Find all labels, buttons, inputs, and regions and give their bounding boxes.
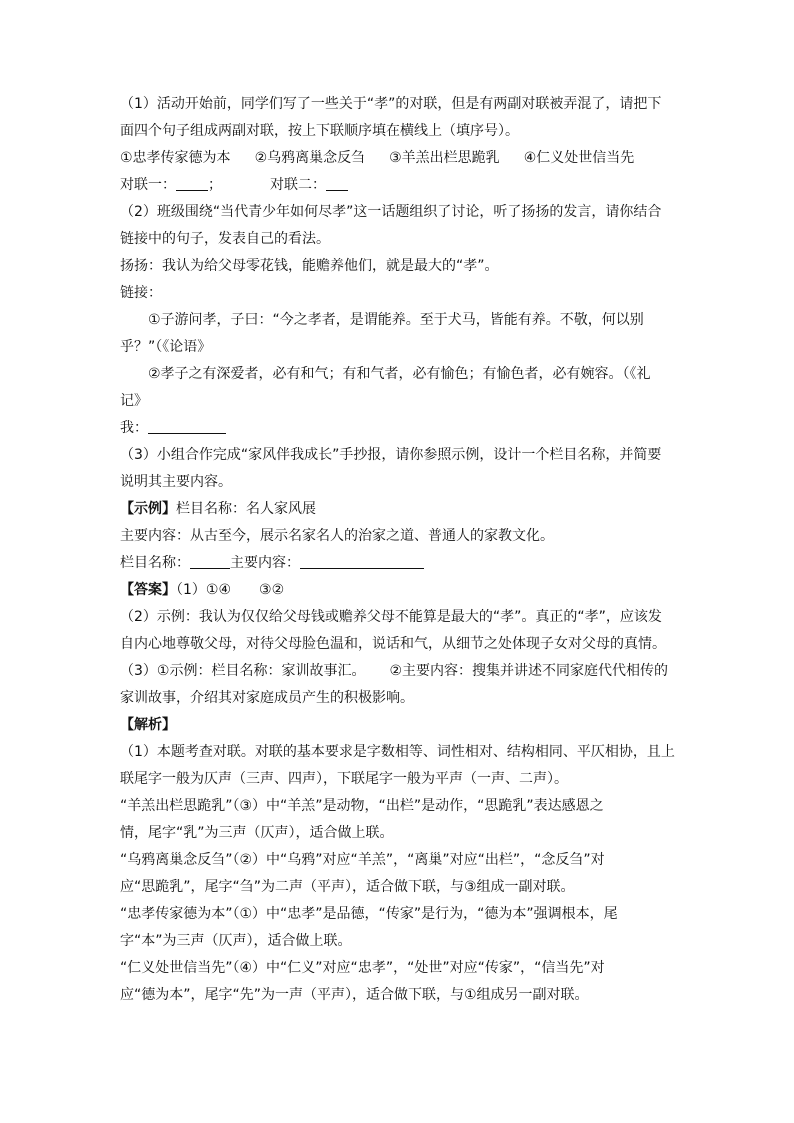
link-2-line-1: ②孝子之有深爱者，必有和气；有和气者，必有愉色；有愉色者，必有婉容。（《礼 [148,366,651,382]
couplet-1-label: 对联一： [120,177,176,193]
q2-line-1: （2）班级围绕“当代青少年如何尽孝”这一话题组织了讨论，听了扬扬的发言，请你结合 [120,204,662,220]
column-name-blank[interactable] [190,552,230,569]
analysis-line: 字“本”为三声（仄声），适合做上联。 [120,933,352,949]
analysis-line: 情，尾字“乳”为三声（仄声），适合做上联。 [120,825,394,841]
me-label: 我： [120,420,148,436]
answer-tag: 【答案】 [120,582,176,598]
answer-3-line-2: 家训故事，介绍其对家庭成员产生的积极影响。 [120,690,414,706]
q1-line-2: 面四个句子组成两副对联，按上下联顺序填在横线上（填序号）。 [120,123,519,139]
document-content [120,91,680,1009]
couplet-1-blank[interactable] [176,174,208,191]
couplet-1-sep: ； [208,177,222,193]
answer-3-part-b: ②主要内容：搜集并讲述不同家庭代代相传的 [389,663,669,679]
analysis-tag: 【解析】 [120,717,176,733]
q1-couplets [120,172,680,199]
yangyang-statement: 扬扬：我认为给父母零花钱，能赡养他们，就是最大的“孝”。 [120,258,499,274]
couplet-2-blank[interactable] [326,174,348,191]
answer-2-line-2: 自内心地尊敬父母，对待父母脸色温和，说话和气，从细节之处体现子女对父母的真情。 [120,636,666,652]
q1-options [120,145,680,172]
analysis-line: （1）本题考查对联。对联的基本要求是字数相等、词性相对、结构相同、平仄相协，且上 [120,744,675,760]
link-1-line-1: ①子游问孝，子曰：“今之孝者，是谓能养。至于犬马，皆能有养。不敬，何以别 [148,312,644,328]
answer-1-second: ③② [259,582,285,598]
example-name: 栏目名称：名人家风展 [176,501,316,517]
main-content-blank[interactable] [300,552,424,569]
example-name-line [120,496,680,523]
main-content-label: 主要内容： [230,555,300,571]
option-4: ④仁义处世信当先 [523,150,635,166]
analysis-line: 应“德为本”，尾字“先”为一声（平声），适合做下联，与①组成另一副对联。 [120,987,589,1003]
example-tag: 【示例】 [120,501,176,517]
q1-line-1: （1）活动开始前，同学们写了一些关于“孝”的对联，但是有两副对联被弄混了，请把下 [120,96,662,112]
link-label: 链接： [120,285,162,301]
q3-line-1: （3）小组合作完成“家风伴我成长”手抄报，请你参照示例，设计一个栏目名称，并简要 [120,447,662,463]
answer-line-1 [120,577,680,604]
link-1-line-2: 乎？”（《论语》 [120,339,212,355]
analysis-line: 联尾字一般为仄声（三声、四声），下联尾字一般为平声（一声、二声）。 [120,771,568,787]
q2-line-2: 链接中的句子，发表自己的看法。 [120,231,330,247]
analysis-line: “仁义处世信当先”（④）中“仁义”对应“忠孝”，“处世”对应“传家”，“信当先”对 [120,960,605,976]
analysis-line: “乌鸦离巢念反刍”（②）中“乌鸦”对应“羊羔”，“离巢”对应“出栏”，“念反刍”对 [120,852,605,868]
couplet-2-label: 对联二： [270,177,326,193]
q3-line-2: 说明其主要内容。 [120,474,232,490]
answer-1-prefix: （1） [176,582,206,598]
me-blank[interactable] [148,417,226,434]
example-content: 主要内容：从古至今，展示名家名人的治家之道、普通人的家教文化。 [120,528,554,544]
analysis-line: 应“思跪乳”，尾字“刍”为二声（平声），适合做下联，与③组成一副对联。 [120,879,575,895]
option-3: ③羊羔出栏思跪乳 [389,150,500,166]
link-2-line-2: 记》 [120,393,148,409]
analysis-line: “忠孝传家德为本”（①）中“忠孝”是品德，“传家”是行为，“德为本”强调根本，尾 [120,906,618,922]
answer-2-line-1: （2）示例：我认为仅仅给父母钱或赡养父母不能算是最大的“孝”。真正的“孝”，应该发 [120,609,662,625]
me-answer-line [120,415,680,442]
option-1: ①忠孝传家德为本 [120,150,231,166]
answer-3-line-1 [120,658,680,685]
analysis-line: “羊羔出栏思跪乳”（③）中“羊羔”是动物，“出栏”是动作，“思跪乳”表达感恩之 [120,798,604,814]
q3-answer-line [120,550,680,577]
answer-3-part-a: （3）①示例：栏目名称：家训故事汇。 [120,663,366,679]
option-2: ②乌鸦离巢念反刍 [254,150,366,166]
answer-1-first: ①④ [205,582,232,598]
column-name-label: 栏目名称： [120,555,190,571]
